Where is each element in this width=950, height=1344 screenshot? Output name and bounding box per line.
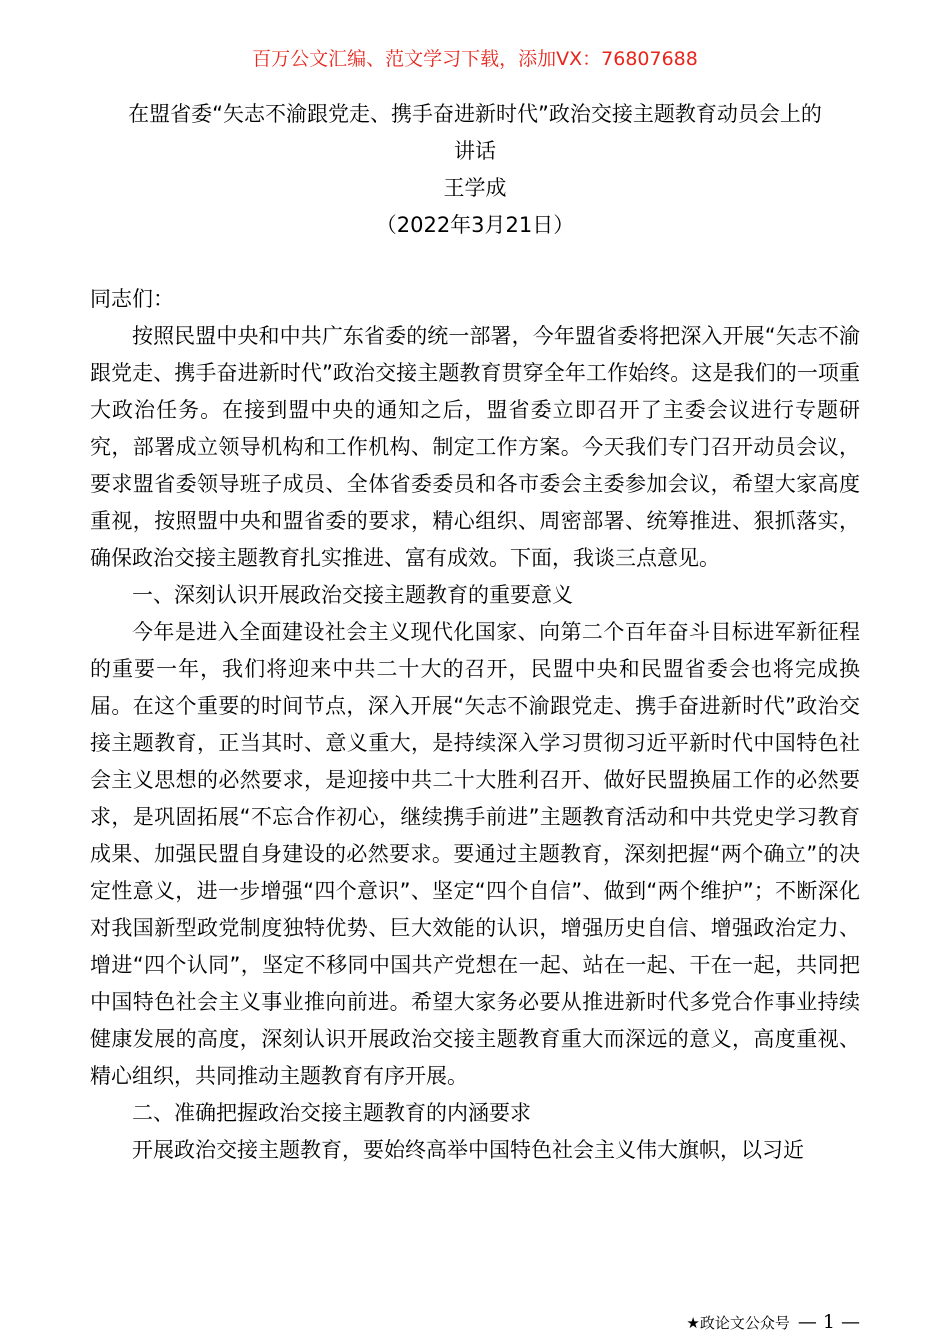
paragraph-intro: 按照民盟中央和中共广东省委的统一部署，今年盟省委将把深入开展“矢志不渝跟党走、携手奋进新时代”政治交接主题教育贯穿全年工作始终。这是我们的一项重大政治任务。在接到盟中央的通知之后，盟省委立即召开了主委会议进行专题研究，部署成立领导机构和工作机构、制定工作方案。今天我们专门召开动员会议，要求盟省委领导班子成员、全体省委委员和各市委会主委参加会议，希望大家高度重视，按照盟中央和盟省委的要求，精心组织、周密部署、统筹推进、狠抓落实，确保政治交接主题教育扎实推进、富有成效。下面，我谈三点意见。 xyxy=(90,324,860,570)
document-body xyxy=(90,281,860,1169)
document-title-line-1: 在盟省委“矢志不渝跟党走、携手奋进新时代”政治交接主题教育动员会上的 xyxy=(128,102,822,126)
section-heading-1: 一、深刻认识开展政治交接主题教育的重要意义 xyxy=(132,583,573,607)
salutation: 同志们： xyxy=(90,287,174,311)
document-title-block xyxy=(90,96,860,244)
document-date: （2022年3月21日） xyxy=(375,213,575,237)
document-title-line-2: 讲话 xyxy=(454,139,496,163)
watermark-banner: 百万公文汇编、范文学习下载，添加VX：76807688 xyxy=(252,48,698,70)
section-heading-2: 二、准确把握政治交接主题教育的内涵要求 xyxy=(132,1101,531,1125)
footer-label: ★政论文公众号 xyxy=(686,1314,790,1332)
paragraph-section-2: 开展政治交接主题教育，要始终高举中国特色社会主义伟大旗帜，以习近 xyxy=(132,1138,804,1162)
paragraph-section-1: 今年是进入全面建设社会主义现代化国家、向第二个百年奋斗目标进军新征程的重要一年，我们将迎来中共二十大的召开，民盟中央和民盟省委会也将完成换届。在这个重要的时间节点，深入开展“矢志不渝跟党走、携手奋进新时代”政治交接主题教育，正当其时、意义重大，是持续深入学习贯彻习近平新时代中国特色社会主义思想的必然要求，是迎接中共二十大胜利召开、做好民盟换届工作的必然要求，是巩固拓展“不忘合作初心，继续携手前进”主题教育活动和中共党史学习教育成果、加强民盟自身建设的必然要求。要通过主题教育，深刻把握“两个确立”的决定性意义，进一步增强“四个意识”、坚定“四个自信”、做到“两个维护”；不断深化对我国新型政党制度独特优势、巨大效能的认识，增强历史自信、增强政治定力、增进“四个认同”，坚定不移同中国共产党想在一起、站在一起、干在一起，共同把中国特色社会主义事业推向前进。希望大家务必要从推进新时代多党合作事业持续健康发展的高度，深刻认识开展政治交接主题教育重大而深远的意义，高度重视、精心组织，共同推动主题教育有序开展。 xyxy=(90,620,860,1088)
page-footer xyxy=(600,1310,860,1335)
document-author: 王学成 xyxy=(443,176,507,200)
page-number: — 1 — xyxy=(797,1311,860,1333)
